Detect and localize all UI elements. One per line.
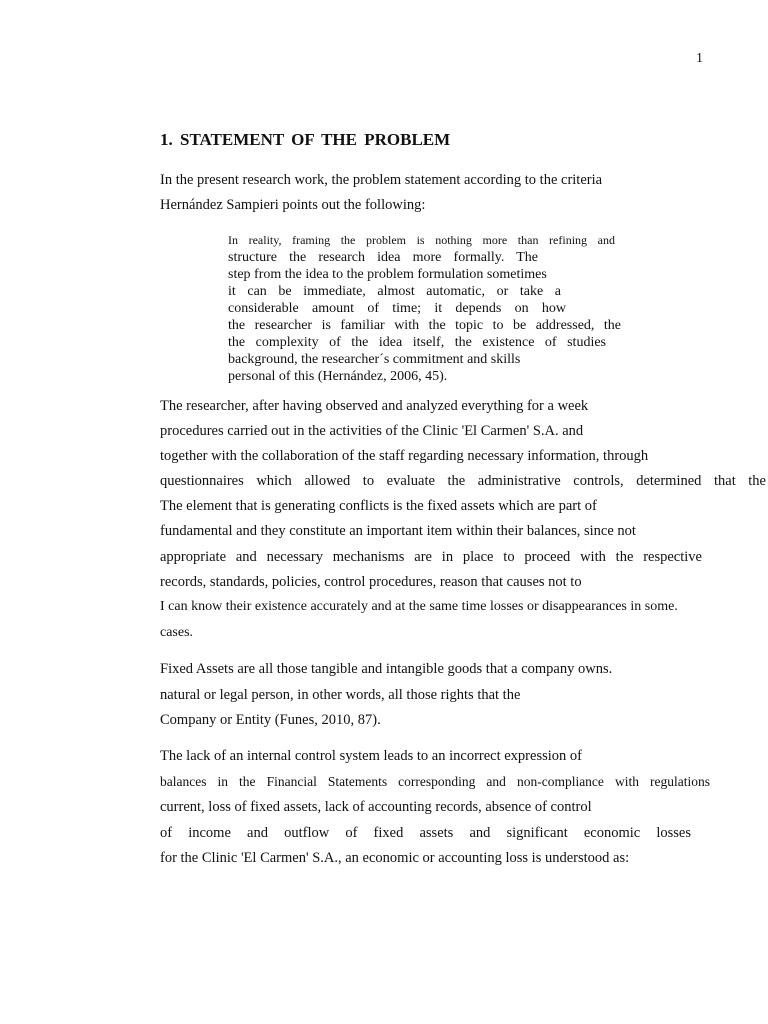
paragraph-line: I can know their existence accurately and at the same time losses or disappearances in some. [160, 599, 678, 614]
page-number: 1 [696, 51, 703, 66]
intro-line: In the present research work, the problem statement according to the criteria [160, 172, 603, 188]
paragraph-line: The element that is generating conflicts is the fixed assets which are part of [160, 498, 597, 514]
paragraph-line: together with the collaboration of the staff regarding necessary information, through [160, 448, 649, 464]
paragraph-line: records, standards, policies, control procedures, reason that causes not to [160, 574, 582, 590]
paragraph-line: for the Clinic 'El Carmen' S.A., an economic or accounting loss is understood as: [160, 850, 630, 866]
paragraph-line: Fixed Assets are all those tangible and intangible goods that a company owns. [160, 661, 613, 677]
quote-line: it can be immediate, almost automatic, or take a [228, 284, 561, 299]
quote-line: the complexity of the idea itself, the existence of studies [228, 335, 606, 350]
intro-line: Hernández Sampieri points out the following: [160, 197, 426, 213]
paragraph-line: The researcher, after having observed and analyzed everything for a week [160, 398, 589, 414]
paragraph-line: balances in the Financial Statements corresponding and non-compliance with regulations [160, 774, 710, 789]
quote-line: In reality, framing the problem is nothing more than refining and [228, 233, 615, 247]
paragraph-line: The lack of an internal control system leads to an incorrect expression of [160, 748, 582, 764]
paragraph-line: cases. [160, 625, 194, 640]
quote-line: structure the research idea more formally. The [228, 250, 538, 265]
paragraph-line: of income and outflow of fixed assets and significant economic losses [160, 825, 691, 841]
paragraph-line: questionnaires which allowed to evaluate the administrative controls, determined that the [160, 473, 766, 489]
quote-line: considerable amount of time; it depends on how [228, 301, 566, 316]
section-heading: 1. STATEMENT OF THE PROBLEM [160, 130, 451, 149]
paragraph-line: appropriate and necessary mechanisms are in place to proceed with the respective [160, 549, 702, 565]
paragraph-line: current, loss of fixed assets, lack of accounting records, absence of control [160, 799, 592, 815]
paragraph-line: natural or legal person, in other words, all those rights that the [160, 687, 521, 703]
quote-line: the researcher is familiar with the topic to be addressed, the [228, 318, 621, 333]
quote-line: background, the researcher´s commitment and skills [228, 352, 521, 367]
paragraph-line: procedures carried out in the activities of the Clinic 'El Carmen' S.A. and [160, 423, 584, 439]
quote-line: step from the idea to the problem formulation sometimes [228, 267, 547, 282]
paragraph-line: Company or Entity (Funes, 2010, 87). [160, 712, 381, 728]
paragraph-line: fundamental and they constitute an important item within their balances, since not [160, 523, 636, 539]
quote-line: personal of this (Hernández, 2006, 45). [228, 369, 448, 384]
